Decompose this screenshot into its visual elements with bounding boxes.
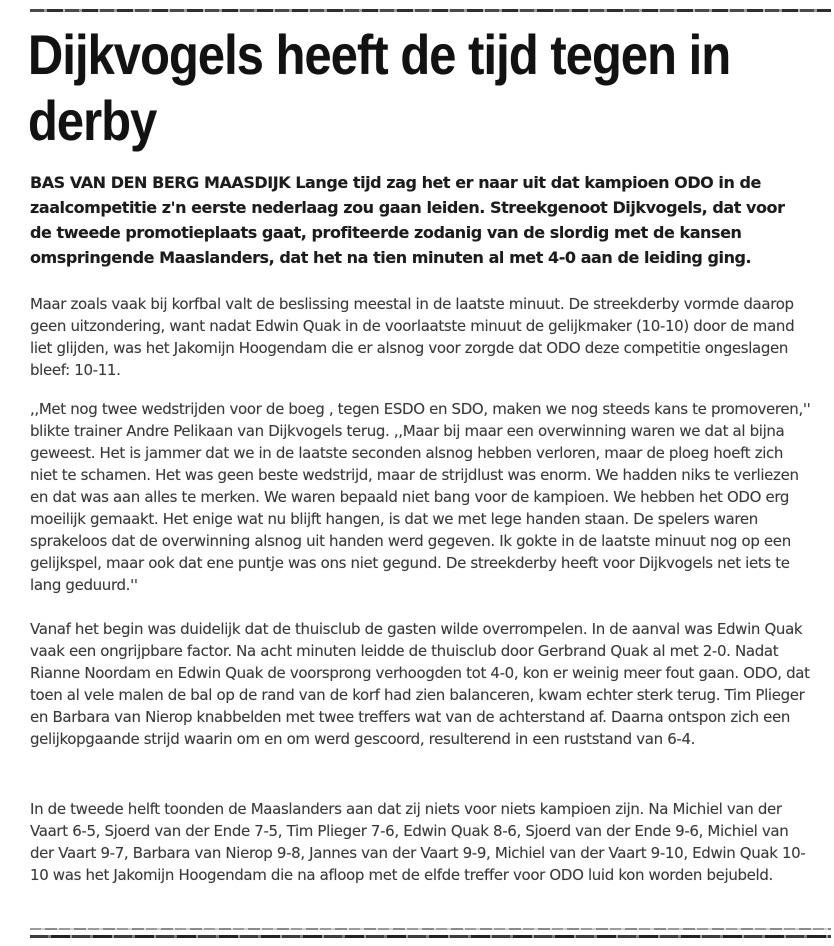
article-lead [30, 170, 808, 270]
article-headline: Dijkvogels heeft de tijd tegen in derby [28, 23, 731, 152]
bottom-divider-dark [30, 935, 831, 938]
byline: BAS VAN DEN BERG MAASDIJK [30, 173, 291, 192]
lead-text: Lange tijd zag het er naar uit dat kampioen ODO in de zaalcompetitie z'n eerste nederlaag zou gaan leiden. Streekgenoot Dijkvogels, dat voor de tweede promotieplaats gaat, profiteerde zodanig van de slordig met de kansen omspringende Maaslanders, dat het na tien minuten al met 4-0 aan de leiding ging. [30, 173, 785, 267]
paragraph-3: Vanaf het begin was duidelijk dat de thuisclub de gasten wilde overrompelen. In de aanval was Edwin Quak vaak een ongrijpbare factor. Na acht minuten leidde de thuisclub door Gerbrand Quak al met 2-0. Nadat Rianne Noordam en Edwin Quak de voorsprong verhoogden tot 4-0, kon er weinig meer fout gaan. ODO, dat toen al vele malen de bal op de rand van de korf had zien balanceren, kwam echter sterk terug. Tim Plieger en Barbara van Nierop knabbelden met twee treffers wat van de achterstand af. Daarna ontspon zich een gelijkopgaande strijd waarin om en om werd gescoord, resulterend in een ruststand van 6-4. [30, 620, 810, 748]
paragraph-1: Maar zoals vaak bij korfbal valt de beslissing meestal in de laatste minuut. De streekderby vormde daarop geen uitzondering, want nadat Edwin Quak in de voorlaatste minuut de gelijkmaker (10-10) door de mand liet glijden, was het Jakomijn Hoogendam die er alsnog voor zorgde dat ODO deze competitie ongeslagen bleef: 10-11. [30, 295, 795, 379]
top-divider [30, 9, 831, 12]
paragraph-2: ,,Met nog twee wedstrijden voor de boeg , tegen ESDO en SDO, maken we nog steeds kans te promoveren,'' blikte trainer Andre Pelikaan van Dijkvogels terug. ,,Maar bij maar een overwinning waren we dat al bijna geweest. Het is jammer dat we in de laatste seconden alsnog hebben verloren, maar de ploeg hoeft zich niet te schamen. Het was geen beste wedstrijd, maar de strijdlust was enorm. We hadden niks te verliezen en dat was aan alles te merken. We waren bepaald niet bang voor de kampioen. We hebben het ODO erg moeilijk gemaakt. Het enige wat nu blijft hangen, is dat we met lege handen staan. De spelers waren sprakeloos dat de overwinning alsnog uit handen werd gegeven. Ik gokte in de laatste minuut nog op een gelijkspel, maar ook dat ene puntje was ons niet gegund. De streekderby heeft voor Dijkvogels net iets te lang geduurd.'' [30, 400, 811, 594]
bottom-divider-light [30, 928, 831, 930]
paragraph-4: In de tweede helft toonden de Maaslanders aan dat zij niets voor niets kampioen zijn. Na Michiel van der Vaart 6-5, Sjoerd van der Ende 7-5, Tim Plieger 7-6, Edwin Quak 8-6, Sjoerd van der Ende 9-6, Michiel van der Vaart 9-7, Barbara van Nierop 9-8, Jannes van der Vaart 9-9, Michiel van der Vaart 9-10, Edwin Quak 10-10 was het Jakomijn Hoogendam die na afloop met de elfde treffer voor ODO luid kon worden bejubeld. [30, 800, 806, 884]
